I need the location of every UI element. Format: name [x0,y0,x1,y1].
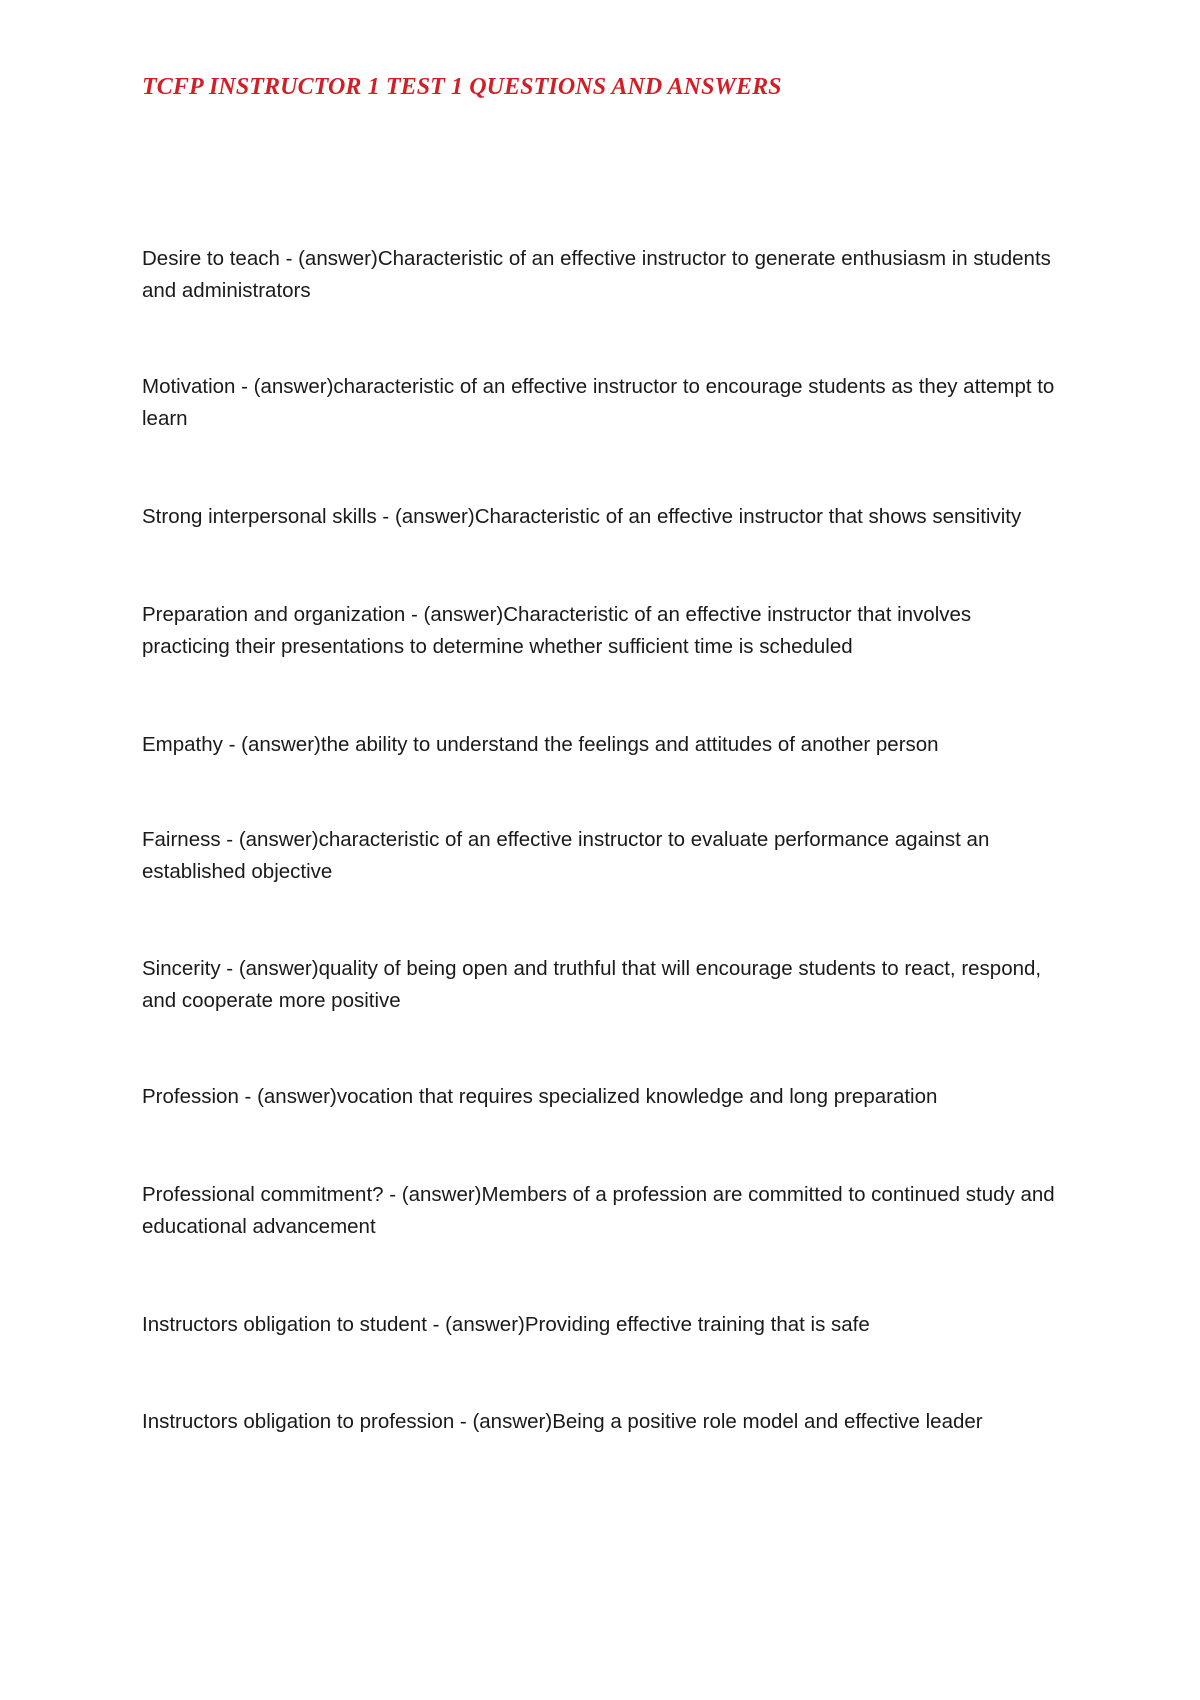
qa-answer: Being a positive role model and effective leader [552,1410,983,1433]
qa-answer: characteristic of an effective instructor to evaluate performance against an established objective [142,828,990,883]
qa-item [142,1179,1062,1243]
qa-separator: - [238,1085,258,1108]
qa-term: Instructors obligation to student [142,1313,427,1336]
qa-term: Sincerity [142,957,221,980]
answer-prefix: (answer) [257,1085,337,1108]
answer-prefix: (answer) [253,375,334,398]
qa-item [142,1309,1062,1341]
answer-prefix: (answer) [238,828,319,851]
qa-answer: quality of being open and truthful that will encourage students to react, respond, and cooperate more positive [142,957,1042,1012]
qa-answer: Members of a profession are committed to continued study and educational advancement [142,1183,1055,1238]
qa-term: Professional commitment? [142,1183,384,1206]
qa-item [142,243,1062,307]
qa-term: Fairness [142,828,221,851]
qa-separator: - [222,733,242,756]
qa-answer: the ability to understand the feelings and attitudes of another person [320,733,939,756]
qa-answer: characteristic of an effective instructor to encourage students as they attempt to learn [142,375,1055,430]
qa-item [142,1406,1062,1438]
qa-term: Instructors obligation to profession [142,1410,455,1433]
qa-separator: - [376,505,395,528]
qa-term: Desire to teach [142,247,280,270]
qa-separator: - [220,957,239,980]
qa-term: Motivation [142,375,236,398]
qa-item [142,824,1062,888]
qa-separator: - [426,1313,446,1336]
qa-separator: - [454,1410,473,1433]
qa-item [142,729,1062,761]
qa-answer: Characteristic of an effective instructor that shows sensitivity [474,505,1022,528]
qa-term: Strong interpersonal skills [142,505,377,528]
answer-prefix: (answer) [445,1313,525,1336]
answer-prefix: (answer) [394,505,475,528]
answer-prefix: (answer) [241,733,321,756]
qa-term: Preparation and organization [142,603,406,626]
qa-separator: - [405,603,424,626]
qa-answer: Characteristic of an effective instructor that involves practicing their presentations to determine whether sufficient time is scheduled [142,603,972,658]
qa-answer: Characteristic of an effective instructor to generate enthusiasm in students and administrators [142,247,1051,302]
qa-answer: Providing effective training that is safe [524,1313,870,1336]
qa-separator: - [279,247,299,270]
qa-term: Empathy [142,733,223,756]
qa-separator: - [383,1183,402,1206]
document-title: TCFP INSTRUCTOR 1 TEST 1 QUESTIONS AND ANSWERS [142,74,782,100]
qa-separator: - [220,828,239,851]
answer-prefix: (answer) [401,1183,482,1206]
qa-item [142,1081,1062,1113]
qa-separator: - [235,375,254,398]
answer-prefix: (answer) [423,603,504,626]
answer-prefix: (answer) [472,1410,553,1433]
qa-answer: vocation that requires specialized knowledge and long preparation [336,1085,938,1108]
qa-item [142,953,1062,1017]
answer-prefix: (answer) [298,247,378,270]
qa-item [142,599,1062,663]
qa-term: Profession [142,1085,239,1108]
qa-item [142,501,1062,533]
answer-prefix: (answer) [238,957,319,980]
qa-item [142,371,1062,435]
